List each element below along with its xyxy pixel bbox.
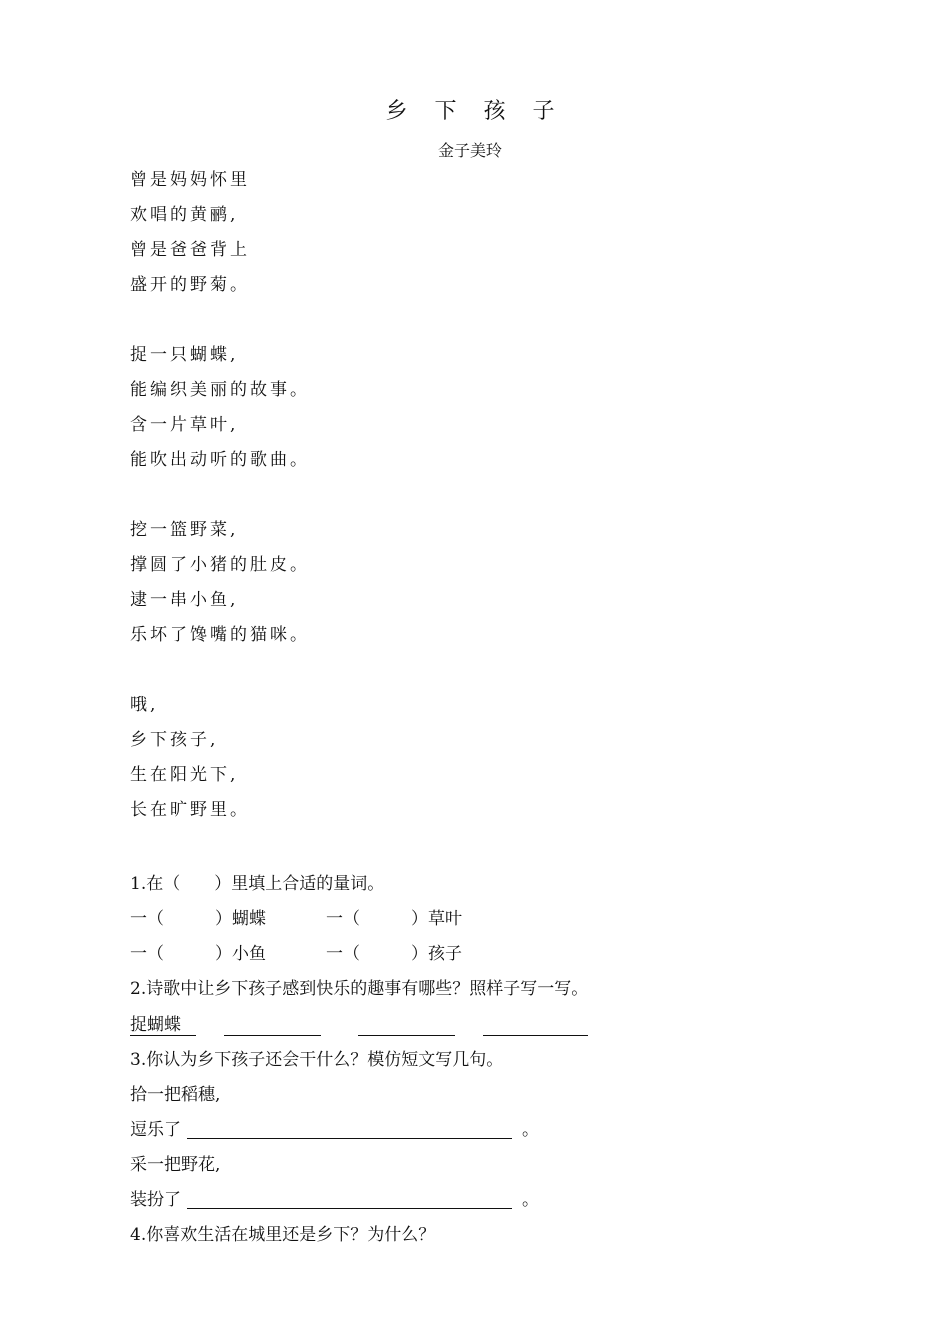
poem-line: 哦, <box>130 695 159 715</box>
measure-word-blank-child[interactable]: 一（ ）孩子 <box>326 944 462 964</box>
question-1-prompt: 1.在（ ）里填上合适的量词。 <box>130 874 385 894</box>
poem-line: 乐坏了馋嘴的猫咪。 <box>130 625 310 645</box>
question-2-prompt: 2.诗歌中让乡下孩子感到快乐的趣事有哪些？照样子写一写。 <box>130 979 589 999</box>
question-3-prompt: 3.你认为乡下孩子还会干什么？模仿短文写几句。 <box>130 1050 504 1070</box>
imitation-answer-line-2[interactable] <box>187 1208 512 1209</box>
poem-line: 生在阳光下, <box>130 765 239 785</box>
poem-line: 欢唱的黄鹂, <box>130 205 239 225</box>
period: 。 <box>522 1190 539 1210</box>
poem-line: 捉一只蝴蝶, <box>130 345 239 365</box>
poem-line: 挖一篮野菜, <box>130 520 239 540</box>
poem-line: 盛开的野菊。 <box>130 275 250 295</box>
poem-line: 长在旷野里。 <box>130 800 250 820</box>
imitation-line-1: 拾一把稻穗, <box>130 1085 221 1105</box>
example-underline <box>130 1035 196 1036</box>
imitation-prefix-1: 逗乐了 <box>130 1120 181 1140</box>
poem-line: 逮一串小鱼, <box>130 590 239 610</box>
period: 。 <box>522 1120 539 1140</box>
example-answer: 捉蝴蝶 <box>130 1015 181 1035</box>
poem-line: 能编织美丽的故事。 <box>130 380 310 400</box>
poem-author: 金子美玲 <box>437 141 502 160</box>
poem-line: 曾是爸爸背上 <box>130 240 250 260</box>
imitation-line-3: 采一把野花, <box>130 1155 221 1175</box>
answer-line-2[interactable] <box>358 1035 455 1036</box>
poem-title: 乡 下 孩 子 <box>385 99 565 124</box>
imitation-prefix-2: 装扮了 <box>130 1190 181 1210</box>
answer-line-3[interactable] <box>483 1035 588 1036</box>
imitation-answer-line-1[interactable] <box>187 1138 512 1139</box>
measure-word-blank-grass[interactable]: 一（ ）草叶 <box>326 909 462 929</box>
poem-line: 含一片草叶, <box>130 415 239 435</box>
measure-word-blank-butterfly[interactable]: 一（ ）蝴蝶 <box>130 909 266 929</box>
poem-line: 乡下孩子, <box>130 730 219 750</box>
answer-line-1[interactable] <box>224 1035 321 1036</box>
poem-line: 能吹出动听的歌曲。 <box>130 450 310 470</box>
poem-line: 曾是妈妈怀里 <box>130 170 250 190</box>
question-4-prompt: 4.你喜欢生活在城里还是乡下？为什么？ <box>130 1225 436 1245</box>
measure-word-blank-fish[interactable]: 一（ ）小鱼 <box>130 944 266 964</box>
poem-line: 撑圆了小猪的肚皮。 <box>130 555 310 575</box>
